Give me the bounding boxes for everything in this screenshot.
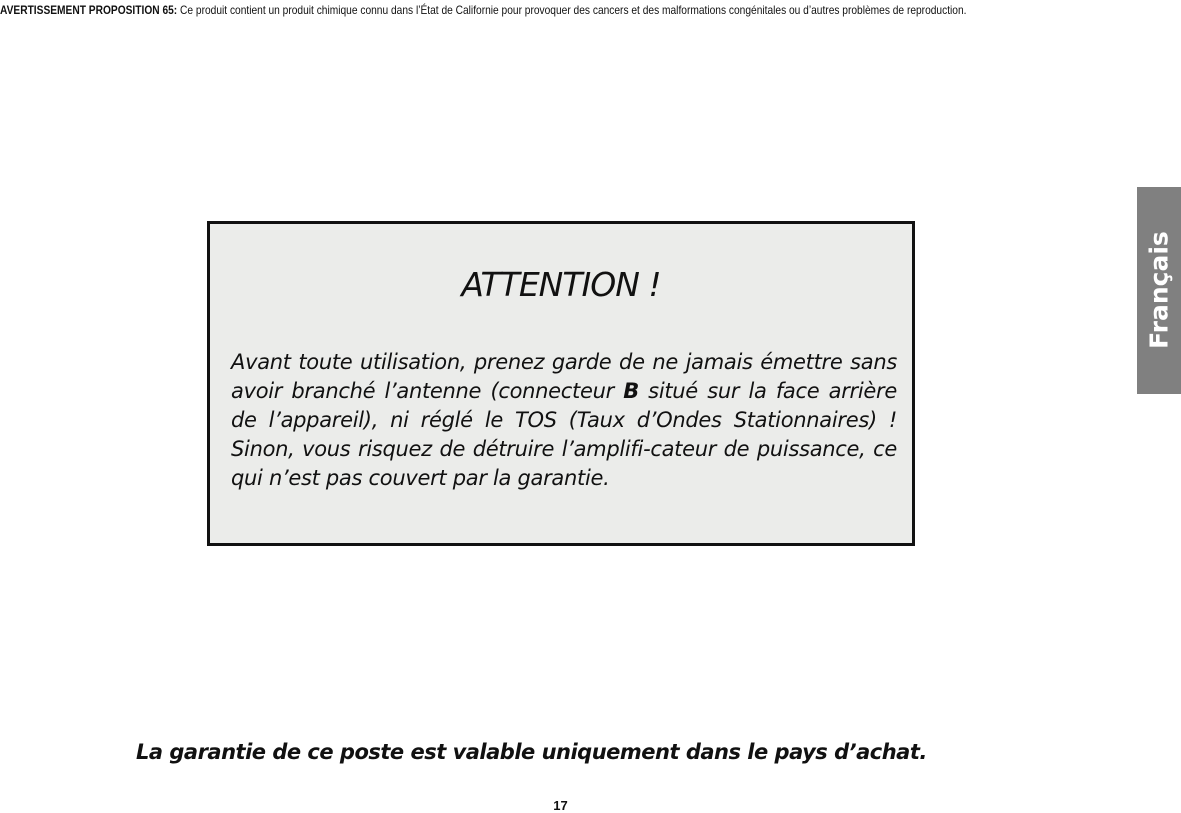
attention-box [207, 221, 915, 546]
guarantee-note: La garantie de ce poste est valable uniquement dans le pays d’achat. [136, 740, 927, 764]
attention-body-part2: situé sur la face arrière de l’appareil), ni réglé le TOS (Taux d’Ondes Stationnaires) ! Sinon, vous risquez de détruire l’amplifi-cateur de puissance, ce qui n’est pas couvert par la garantie. [231, 379, 897, 490]
prop65-warning [0, 3, 1004, 17]
attention-title: ATTENTION ! [461, 265, 661, 304]
attention-body-part1: Avant toute utilisation, prenez garde de ne jamais émettre sans avoir branché l’antenne (connecteur [231, 350, 897, 403]
page-number: 17 [553, 798, 568, 813]
warning-text: Ce produit contient un produit chimique connu dans l’État de Californie pour provoquer des cancers et des malformations congénitales ou d’autres problèmes de reproduction. [180, 3, 967, 17]
connector-label: B [623, 379, 639, 403]
language-tab [1137, 187, 1181, 394]
warning-label: AVERTISSEMENT PROPOSITION 65: [0, 3, 178, 17]
attention-body [231, 348, 897, 493]
language-tab-label: Français [1144, 231, 1174, 349]
